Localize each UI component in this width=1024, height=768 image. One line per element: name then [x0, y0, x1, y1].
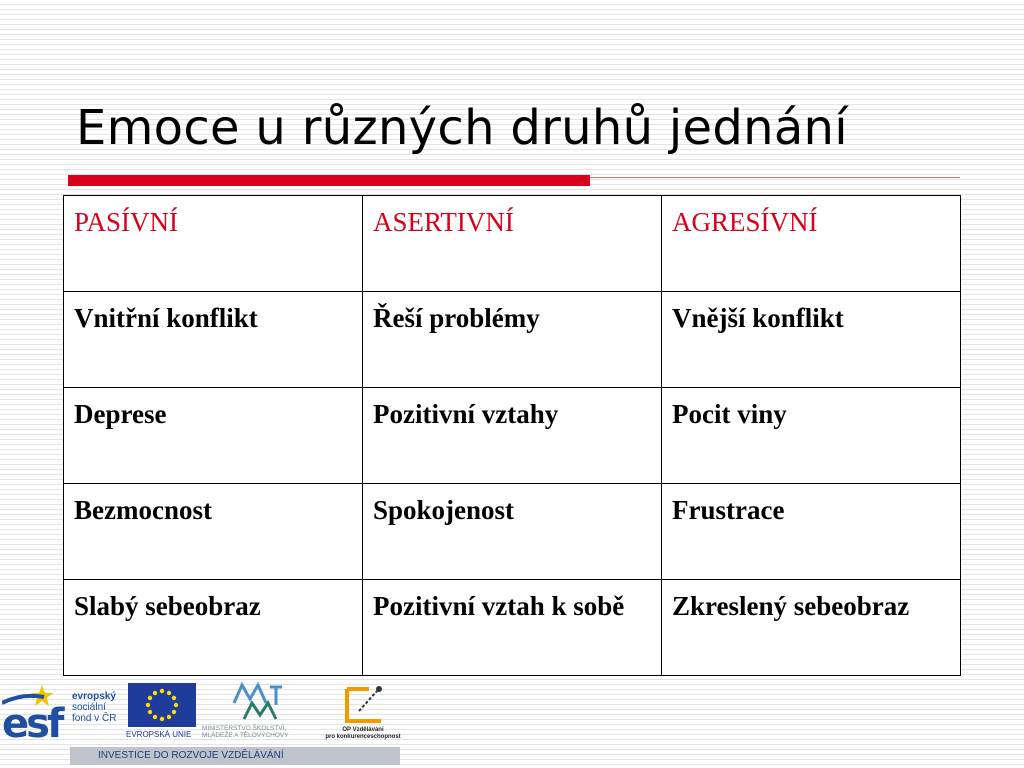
- title-underline-accent: [68, 175, 590, 186]
- header-cell-agresivni: AGRESÍVNÍ: [662, 196, 961, 292]
- eu-label: EVROPSKÁ UNIE: [126, 730, 192, 739]
- title-underline-thin: [590, 177, 960, 178]
- table-cell: Frustrace: [662, 484, 961, 580]
- slide-title: Emoce u různých druhů jednání: [76, 100, 848, 156]
- header-cell-asertivni: ASERTIVNÍ: [363, 196, 662, 292]
- table-cell: Pocit viny: [662, 388, 961, 484]
- eu-flag-icon: [128, 683, 196, 727]
- msmt-caption-line: MINISTERSTVO ŠKOLSTVÍ,: [202, 725, 287, 732]
- table-cell: [64, 580, 363, 676]
- table-cell: Spokojenost: [363, 484, 662, 580]
- eu-logo: [126, 683, 198, 745]
- table-cell: Řeší problémy: [363, 292, 662, 388]
- table-row: [64, 292, 961, 388]
- table-cell: Deprese: [64, 388, 363, 484]
- table-cell-text: Pozitivní vztah k sobě: [373, 591, 625, 621]
- esf-logo: [2, 683, 124, 747]
- esf-caption: [72, 691, 127, 724]
- funding-logo-bar: [0, 679, 400, 768]
- table-cell: [363, 580, 662, 676]
- msmt-logo: [200, 681, 320, 745]
- header-cell-pasivni: PASÍVNÍ: [64, 196, 363, 292]
- op-caption-line: OP Vzdělávání: [342, 727, 384, 733]
- esf-wordmark: esf: [2, 701, 62, 747]
- table-row: [64, 484, 961, 580]
- emotions-table: [63, 195, 961, 676]
- table-row: [64, 580, 961, 676]
- esf-caption-line: sociální: [72, 702, 106, 713]
- msmt-caption: [202, 725, 289, 739]
- table-row: [64, 388, 961, 484]
- table-cell: [662, 580, 961, 676]
- op-logo: [323, 681, 403, 745]
- op-mark-icon: [339, 681, 389, 725]
- op-caption: [323, 727, 403, 741]
- table-cell: Vnitřní konflikt: [64, 292, 363, 388]
- esf-caption-line: fond v ČR: [72, 713, 117, 724]
- table-cell-text: Slabý sebeobraz: [74, 591, 261, 621]
- op-caption-line: pro konkurenceschopnost: [325, 734, 401, 740]
- eu-stars-icon: [128, 683, 196, 727]
- esf-caption-line: evropský: [72, 691, 116, 702]
- table-cell: Bezmocnost: [64, 484, 363, 580]
- msmt-mark-icon: [230, 681, 310, 723]
- investice-strip: INVESTICE DO ROZVOJE VZDĚLÁVÁNÍ: [70, 747, 400, 765]
- table-cell-text: Zkreslený sebeobraz: [672, 591, 910, 621]
- table-header-row: [64, 196, 961, 292]
- table-cell: Pozitivní vztahy: [363, 388, 662, 484]
- msmt-caption-line: MLÁDEŽE A TĚLOVÝCHOVY: [202, 732, 289, 739]
- table-cell: Vnější konflikt: [662, 292, 961, 388]
